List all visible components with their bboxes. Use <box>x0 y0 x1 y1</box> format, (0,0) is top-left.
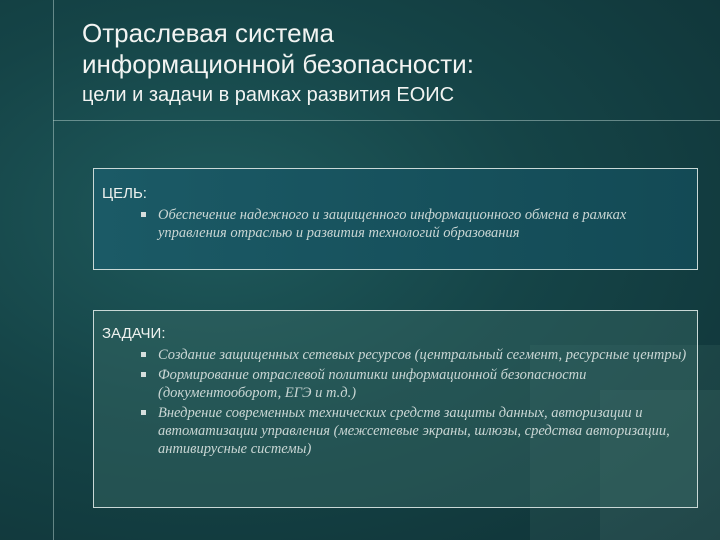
goal-box <box>93 168 698 270</box>
tasks-heading: ЗАДАЧИ: <box>102 325 166 342</box>
tasks-box <box>93 310 698 508</box>
slide-subtitle: цели и задачи в рамках развития ЕОИС <box>82 84 455 106</box>
square-bullet-icon <box>141 352 146 357</box>
task-item-text: Формирование отраслевой политики информационной безопасности (документооборот, ЕГЭ и т.д.) <box>158 367 587 401</box>
square-bullet-icon <box>141 372 146 377</box>
task-item <box>94 366 697 402</box>
goal-list <box>94 206 697 242</box>
horizontal-divider <box>53 120 720 121</box>
title-line-1: Отраслевая система <box>82 18 334 48</box>
task-item-text: Внедрение современных технических средств защиты данных, авторизации и автоматизации управления (межсетевые экраны, шлюзы, средства авторизации, антивирусные системы) <box>158 405 670 457</box>
task-item-text: Создание защищенных сетевых ресурсов (центральный сегмент, ресурсные центры) <box>158 347 687 363</box>
slide-title <box>82 18 474 80</box>
goal-item <box>94 206 697 242</box>
task-item <box>94 404 697 458</box>
vertical-divider <box>53 0 54 540</box>
title-line-2: информационной безопасности: <box>82 49 474 79</box>
square-bullet-icon <box>141 410 146 415</box>
task-item <box>94 346 697 364</box>
square-bullet-icon <box>141 212 146 217</box>
goal-heading: ЦЕЛЬ: <box>102 185 147 202</box>
tasks-list <box>94 346 697 458</box>
goal-item-text: Обеспечение надежного и защищенного информационного обмена в рамках управления отраслью и развития технологий образования <box>158 207 627 241</box>
